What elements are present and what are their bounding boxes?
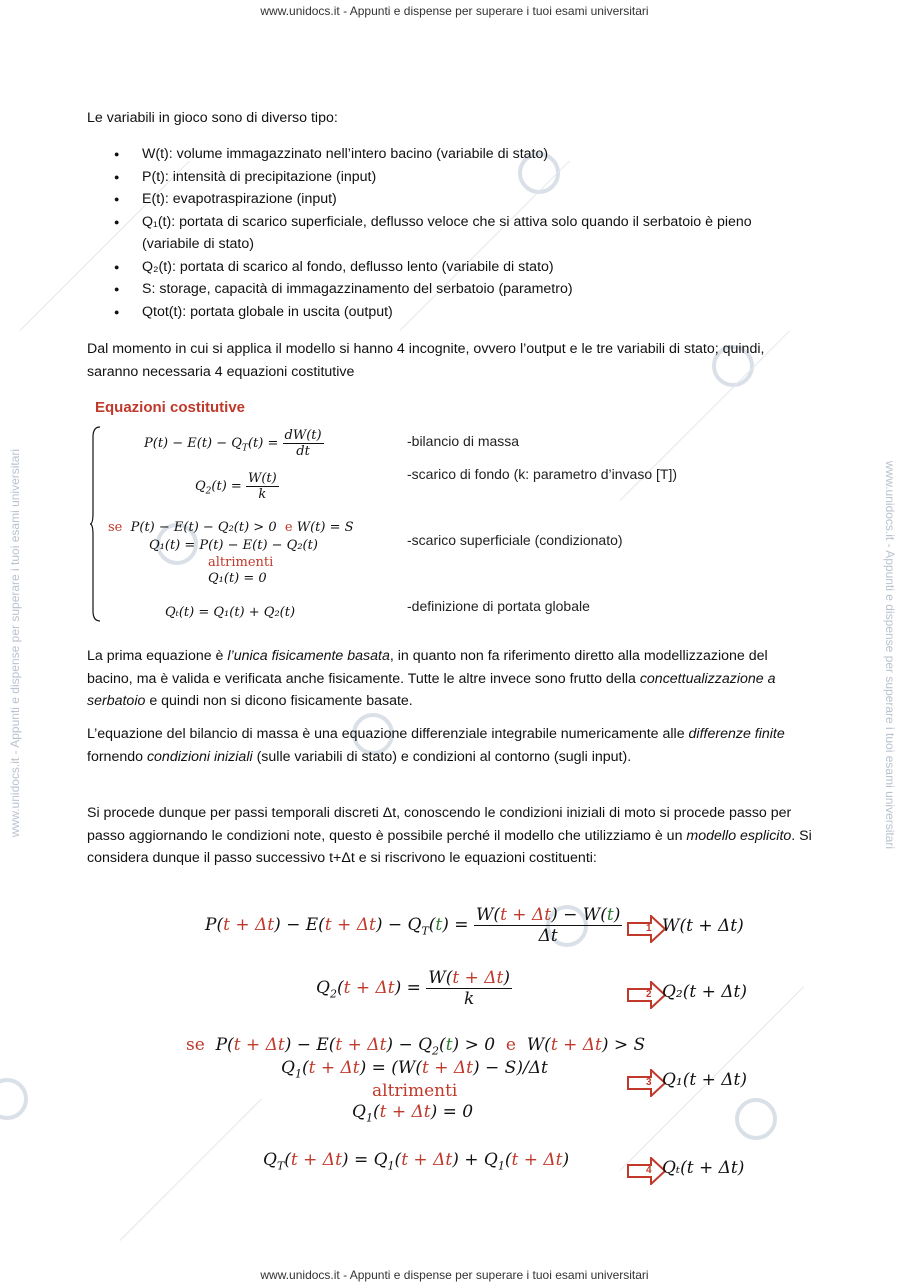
equation-surface-condition: se P(t) − E(t) − Q₂(t) > 0 e W(t) = S	[108, 520, 354, 535]
list-item: ● Qtot(t): portata globale in uscita (output)	[114, 301, 814, 324]
watermark-logo-icon	[0, 1078, 28, 1120]
equation-global-flow: Qₜ(t) = Q₁(t) + Q₂(t)	[165, 605, 296, 620]
label-altrimenti: altrimenti	[208, 555, 274, 570]
watermark-logo-icon	[735, 1098, 777, 1140]
description-globale: -definizione di portata globale	[407, 598, 590, 614]
step-number: 2	[646, 989, 652, 1000]
equation-surface-zero: Q₁(t) = 0	[208, 571, 267, 586]
result-q2: Q₂(t + Δt)	[662, 982, 748, 1002]
section-title: Equazioni costitutive	[95, 399, 246, 416]
description-fondo: -scarico di fondo (k: parametro d’invaso [T])	[407, 466, 677, 482]
paragraph-bilancio: L’equazione del bilancio di massa è una equazione differenziale integrabile numericamente alle differenze finite fornendo condizioni iniziali (sulle variabili di stato) e condizioni al contorno (sugli input).	[87, 726, 785, 765]
discrete-equation-q1: $Q_1(t + \Delta t) = (W(t + \Delta t) - S)/\Delta t$	[281, 1058, 548, 1081]
watermark-bottom: www.unidocs.it - Appunti e dispense per superare i tuoi esami universitari	[260, 1268, 649, 1282]
discrete-equation-condition: se $P(t + \Delta t) - E(t + \Delta t) - Q_2(t) > 0$ e W(t + Δt) > S	[186, 1035, 646, 1058]
result-qt: Qₜ(t + Δt)	[662, 1158, 745, 1178]
step-number: 3	[646, 1077, 652, 1088]
equation-bottom-discharge: $Q_2(t)$ = $\frac{W(t)}{k}$	[195, 471, 277, 502]
watermark-right: www.unidocs.it - Appunti e dispense per superare i tuoi esami universitari	[883, 460, 897, 850]
list-item: ● W(t): volume immagazzinato nell’intero bacino (variabile di stato)	[114, 143, 814, 166]
list-item: ● Q₁(t): portata di scarico superficiale, deflusso veloce che si attiva solo quando il serbatoio è pieno (variabile di stato)	[114, 211, 814, 256]
list-item: ● E(t): evapotraspirazione (input)	[114, 188, 814, 211]
paragraph-passi-temporali: Si procede dunque per passi temporali discreti Δt, conoscendo le condizioni iniziali di moto si procede passo per passo aggiornando le condizioni note, questo è possibile perché il modello che utilizziamo è un modello esplicito. Si considera dunque il passo successivo t+Δt e si riscrivono le equazioni costituenti:	[87, 805, 812, 866]
equation-surface-q1: Q₁(t) = P(t) − E(t) − Q₂(t)	[149, 538, 318, 553]
system-brace	[90, 425, 102, 623]
variables-list	[114, 143, 814, 323]
fraction: $\frac{dW(t)}{dt}$	[284, 428, 322, 459]
fraction: $\frac{W(t)}{k}$	[247, 471, 277, 502]
discrete-equation-bottom: $Q_2(t + \Delta t)$ = $\frac{W(t + \Delta t)}{k}$	[316, 968, 511, 1009]
list-item: ● S: storage, capacità di immagazzinamento del serbatoio (parametro)	[114, 278, 814, 301]
watermark-left: www.unidocs.it - Appunti e dispense per superare i tuoi esami universitari	[8, 448, 22, 838]
discrete-equation-global: $Q_T(t + \Delta t) = Q_1(t + \Delta t) + Q_1(t + \Delta t)$	[263, 1150, 570, 1173]
discrete-equation-q1-zero: $Q_1(t + \Delta t) = 0$	[352, 1102, 474, 1125]
description-superficiale: -scarico superficiale (condizionato)	[407, 532, 623, 548]
discrete-equation-mass-balance: $P(t + \Delta t) - E(t + \Delta t) - Q_T(t)$ = $\frac{W(t + \Delta t) - W(t)}{\Delta t}$	[205, 905, 621, 946]
watermark-top: www.unidocs.it - Appunti e dispense per superare i tuoi esami universitari	[260, 4, 649, 18]
discrete-label-altrimenti: altrimenti	[372, 1081, 458, 1101]
description-bilancio: -bilancio di massa	[407, 433, 520, 449]
result-q1: Q₁(t + Δt)	[662, 1070, 748, 1090]
step-number: 4	[646, 1165, 652, 1176]
list-item: ● Q₂(t): portata di scarico al fondo, deflusso lento (variabile di stato)	[114, 256, 814, 279]
result-w: W(t + Δt)	[662, 916, 744, 936]
step-number: 1	[646, 923, 652, 934]
paragraph-prima-equazione: La prima equazione è l’unica fisicamente basata, in quanto non fa riferimento diretto alla modellizzazione del bacino, ma è valida e verificata anche fisicamente. Tutte le altre invece sono frutto della concettualizzazione a serbatoio e quindi non si dicono fisicamente basate.	[87, 648, 776, 709]
list-item: ● P(t): intensità di precipitazione (input)	[114, 166, 814, 189]
equation-mass-balance: $P(t) - E(t) - Q_T(t)$ = $\frac{dW(t)}{dt}$	[144, 428, 322, 459]
watermark-line	[120, 1099, 262, 1241]
paragraph-incognite: Dal momento in cui si applica il modello si hanno 4 incognite, ovvero l’output e le tre variabili di stato; quindi, saranno necessaria 4 equazioni costitutive	[87, 341, 765, 380]
intro-text: Le variabili in gioco sono di diverso tipo:	[87, 110, 338, 126]
